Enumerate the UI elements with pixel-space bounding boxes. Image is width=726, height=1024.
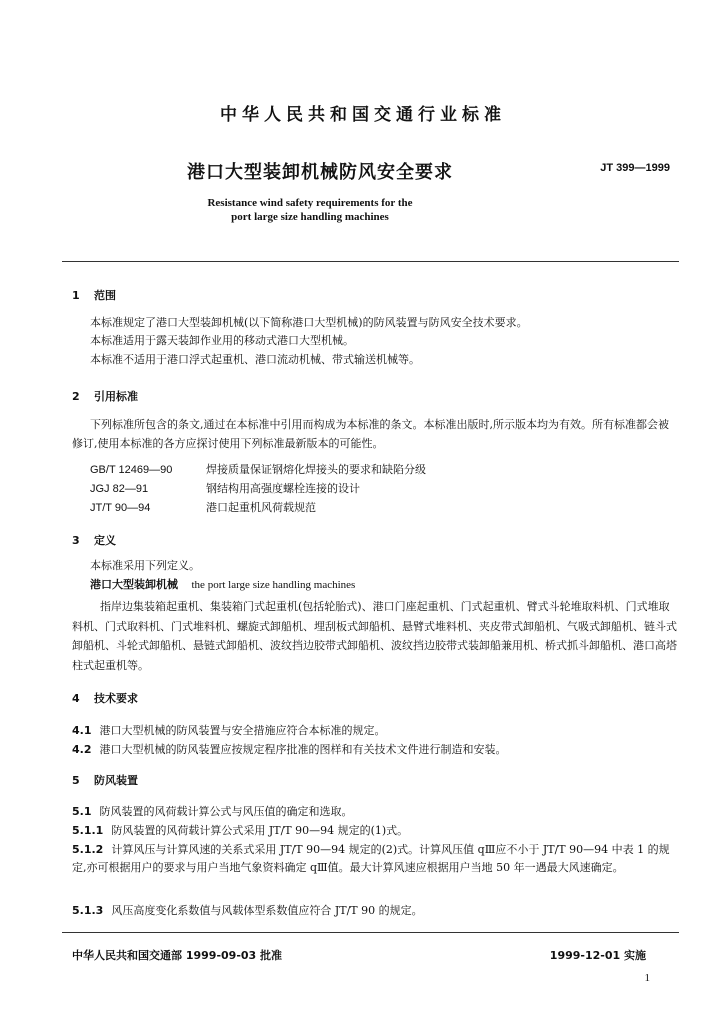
section-2-heading bbox=[72, 388, 138, 404]
clause-4-1 bbox=[72, 722, 386, 738]
effective-date: 1999-12-01 实施 bbox=[549, 949, 646, 962]
paragraph: 下列标准所包含的条文,通过在本标准中引用而构成为本标准的条文。本标准出版时,所示版本均为有效。所有标准都会被修订,使用本标准的各方应探讨使用下列标准最新版本的可能性。 bbox=[72, 418, 669, 450]
clause-4-2 bbox=[72, 741, 507, 757]
approval-date: 中华人民共和国交通部 1999-09-03 批准 bbox=[72, 949, 283, 962]
clause-number: 5.1.1 bbox=[72, 824, 104, 837]
english-title-line-1: Resistance wind safety requirements for the bbox=[207, 197, 413, 209]
reference-item bbox=[90, 480, 360, 496]
paragraph: 本标准适用于露天装卸作业用的移动式港口大型机械。 bbox=[90, 334, 354, 347]
clause-5-1-2 bbox=[72, 841, 679, 877]
footer-divider bbox=[62, 932, 679, 933]
clause-text: 计算风压与计算风速的关系式采用 JT/T 90—94 规定的(2)式。计算风压值 qⅢ应不小于 JT/T 90—94 中表 1 的规定,亦可根据用户的要求与用户当地气象资料确定 qⅢ值。最大计算风速应根据用户当地 50 年一遇最大风速确定。 bbox=[72, 843, 670, 874]
english-title-line-2: port large size handling machines bbox=[231, 211, 389, 223]
header-divider bbox=[62, 261, 679, 262]
page-number: 1 bbox=[644, 972, 650, 984]
clause-text: 防风装置的风荷载计算公式与风压值的确定和选取。 bbox=[99, 805, 353, 818]
clause-number: 5.1.3 bbox=[72, 904, 104, 917]
clause-number: 4.2 bbox=[72, 743, 92, 756]
clause-5-1-3 bbox=[72, 902, 423, 918]
clause-text: 防风装置的风荷载计算公式采用 JT/T 90—94 规定的(1)式。 bbox=[111, 824, 409, 837]
paragraph: 本标准采用下列定义。 bbox=[90, 559, 200, 572]
standard-category-header: 中华人民共和国交通行业标准 bbox=[220, 105, 506, 125]
reference-name: 焊接质量保证钢熔化焊接头的要求和缺陷分级 bbox=[206, 463, 426, 476]
paragraph: 本标准不适用于港口浮式起重机、港口流动机械、带式输送机械等。 bbox=[90, 353, 420, 366]
section-title: 定义 bbox=[94, 534, 116, 547]
section-number: 4 bbox=[72, 692, 80, 705]
clause-number: 5.1 bbox=[72, 805, 92, 818]
section-5-heading bbox=[72, 772, 138, 788]
section-title: 范围 bbox=[94, 289, 116, 302]
clause-text: 港口大型机械的防风装置与安全措施应符合本标准的规定。 bbox=[99, 724, 386, 737]
clause-text: 港口大型机械的防风装置应按规定程序批准的图样和有关技术文件进行制造和安装。 bbox=[99, 743, 507, 756]
term-zh: 港口大型装卸机械 bbox=[90, 578, 178, 591]
section-title: 引用标准 bbox=[94, 390, 138, 403]
section-title: 防风装置 bbox=[94, 774, 138, 787]
reference-item bbox=[90, 461, 426, 477]
clause-number: 5.1.2 bbox=[72, 843, 104, 856]
clause-text: 风压高度变化系数值与风载体型系数值应符合 JT/T 90 的规定。 bbox=[111, 904, 423, 917]
term-line bbox=[90, 578, 355, 592]
paragraph: 本标准规定了港口大型装卸机械(以下简称港口大型机械)的防风装置与防风安全技术要求。 bbox=[90, 316, 528, 329]
section-4-heading bbox=[72, 690, 138, 706]
reference-code: JGJ 82—91 bbox=[90, 483, 149, 495]
term-en: the port large size handling machines bbox=[191, 579, 356, 591]
clause-5-1-1 bbox=[72, 822, 408, 838]
clause-5-1 bbox=[72, 803, 353, 819]
standard-code: JT 399—1999 bbox=[600, 162, 670, 174]
section-title: 技术要求 bbox=[94, 692, 138, 705]
definition-paragraph: 指岸边集装箱起重机、集装箱门式起重机(包括轮胎式)、港口门座起重机、门式起重机、臂式斗轮堆取料机、门式堆取料机、门式取料机、门式堆料机、螺旋式卸船机、埋刮板式卸船机、悬臂式堆料机、夹皮带式卸船机、气吸式卸船机、链斗式卸船机、斗轮式卸船机、悬链式卸船机、波纹挡边胶带式卸船机、波纹挡边胶带式装卸船兼用机、桥式抓斗卸船机、港口高塔柱式起重机等。 bbox=[72, 600, 677, 672]
reference-name: 港口起重机风荷载规范 bbox=[206, 501, 316, 514]
section-1-heading bbox=[72, 287, 116, 303]
reference-name: 钢结构用高强度螺栓连接的设计 bbox=[206, 482, 360, 495]
section-number: 2 bbox=[72, 390, 80, 403]
document-title: 港口大型装卸机械防风安全要求 bbox=[187, 162, 453, 183]
reference-code: JT/T 90—94 bbox=[90, 502, 151, 514]
reference-code: GB/T 12469—90 bbox=[90, 464, 173, 476]
section-number: 3 bbox=[72, 534, 80, 547]
section-number: 1 bbox=[72, 289, 80, 302]
reference-item bbox=[90, 499, 316, 515]
section-3-heading bbox=[72, 532, 116, 548]
section-number: 5 bbox=[72, 774, 80, 787]
clause-number: 4.1 bbox=[72, 724, 92, 737]
